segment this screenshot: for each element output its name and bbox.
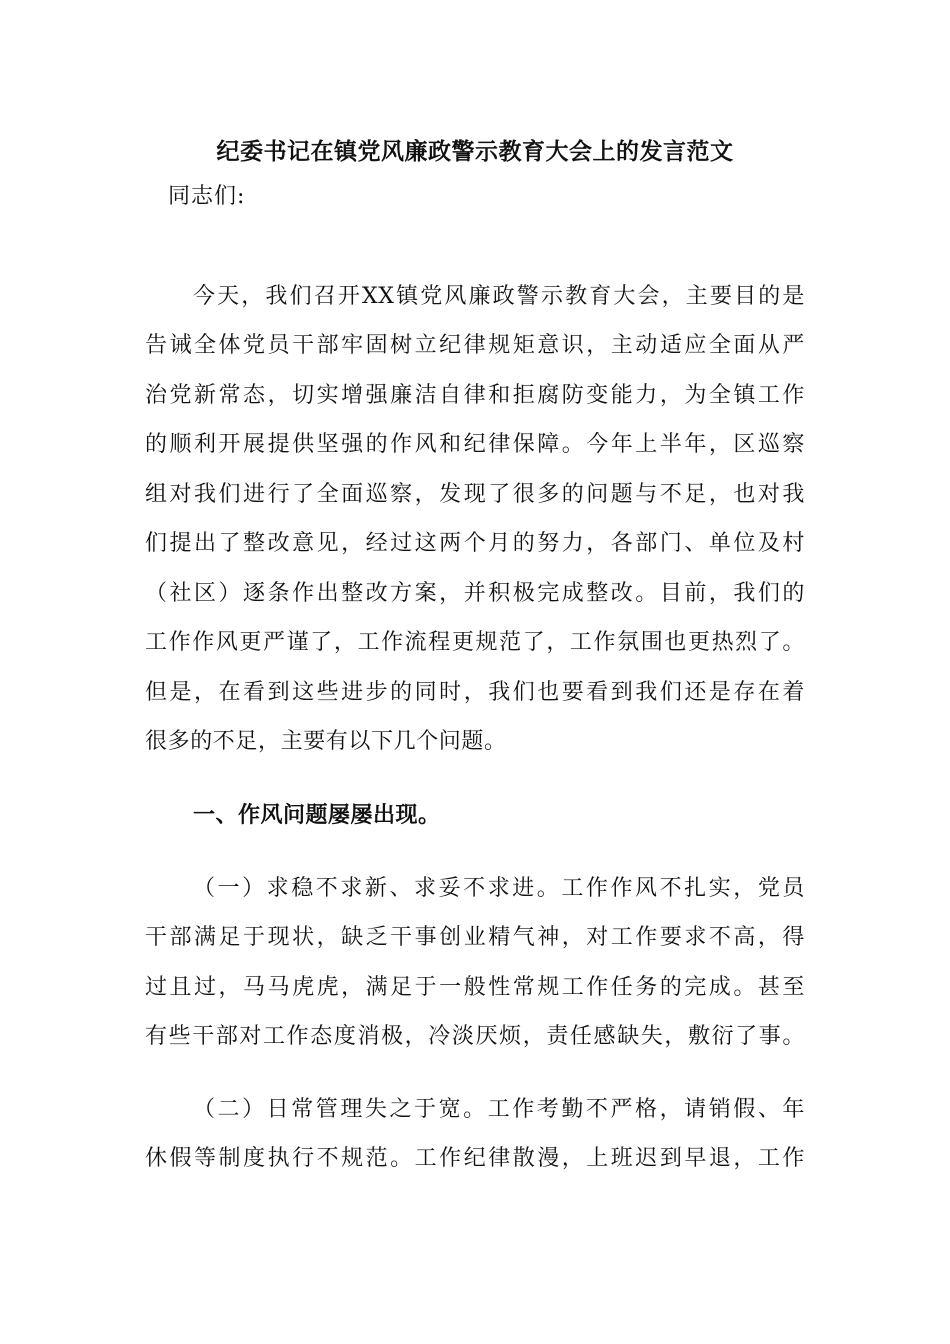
paragraph-line: 有些干部对工作态度消极，冷淡厌烦，责任感缺失，敷衍了事。 — [145, 1024, 805, 1049]
paragraph-line: 干部满足于现状，缺乏干事创业精气神，对工作要求不高，得 — [145, 925, 805, 950]
paragraph-line: 治党新常态，切实增强廉洁自律和拒腐防变能力，为全镇工作 — [145, 383, 805, 408]
salutation: 同志们: — [168, 184, 246, 209]
paragraph-line: 工作作风更严谨了，工作流程更规范了，工作氛围也更热烈了。 — [145, 630, 805, 655]
paragraph-line: 们提出了整改意见，经过这两个月的努力，各部门、单位及村 — [145, 531, 805, 556]
paragraph-line: 告诫全体党员干部牢固树立纪律规矩意识，主动适应全面从严 — [145, 333, 805, 358]
paragraph-line: （二）日常管理失之于宽。工作考勤不严格，请销假、年 — [193, 1097, 805, 1122]
document-title: 纪委书记在镇党风廉政警示教育大会上的发言范文 — [216, 139, 734, 165]
section-heading: 一、作风问题屡屡出现。 — [193, 803, 441, 828]
paragraph-line: 组对我们进行了全面巡察，发现了很多的问题与不足，也对我 — [145, 482, 805, 507]
paragraph-line: 的顺利开展提供坚强的作风和纪律保障。今年上半年，区巡察 — [145, 432, 805, 457]
paragraph-line: 过且过，马马虎虎，满足于一般性常规工作任务的完成。甚至 — [145, 975, 805, 1000]
paragraph-line: 今天，我们召开XX镇党风廉政警示教育大会，主要目的是 — [193, 284, 805, 309]
paragraph-line: 但是，在看到这些进步的同时，我们也要看到我们还是存在着 — [145, 680, 805, 705]
paragraph-line: 休假等制度执行不规范。工作纪律散漫，上班迟到早退，工作 — [145, 1146, 805, 1171]
paragraph-line: （社区）逐条作出整改方案，并积极完成整改。目前，我们的 — [145, 581, 805, 606]
paragraph-line: （一）求稳不求新、求妥不求进。工作作风不扎实，党员 — [193, 876, 805, 901]
paragraph-line: 很多的不足，主要有以下几个问题。 — [145, 729, 507, 754]
